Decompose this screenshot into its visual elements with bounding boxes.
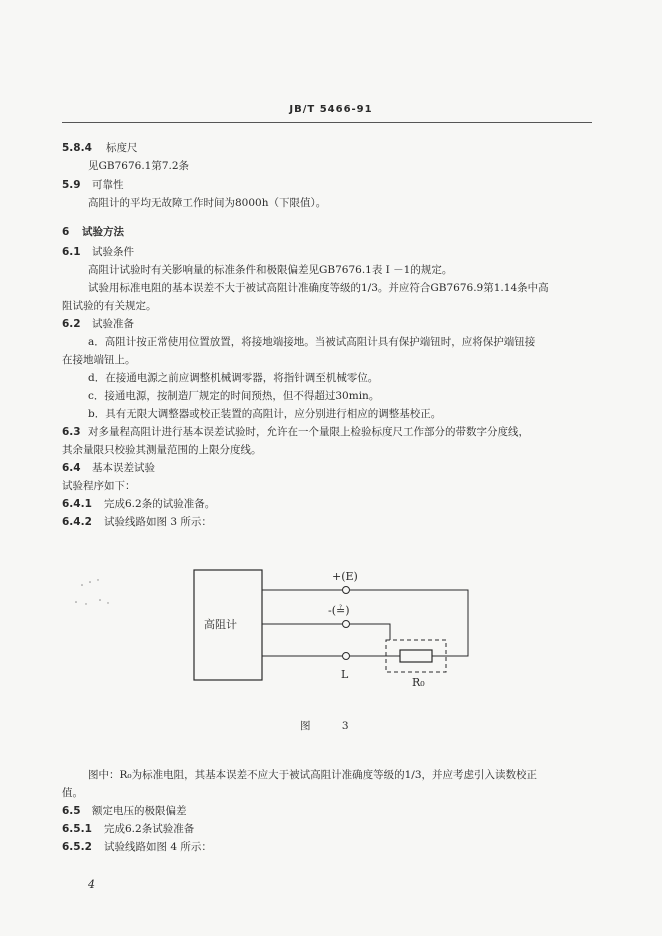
- line-15: 6.3 对多量程高阻计进行基本误差试验时，允许在一个量限上检验标度尺工作部分的带数字分度线，: [62, 426, 529, 438]
- terminal-l: [343, 653, 350, 660]
- line-24: 6.5.1 完成6.2条试验准备: [62, 823, 195, 835]
- header-rule: [62, 122, 592, 123]
- resistor-r0: [400, 650, 432, 662]
- line-2: 5.9 可靠性: [62, 179, 124, 191]
- wire-g-shield: [350, 624, 390, 640]
- figure-caption: 图 3: [300, 720, 363, 732]
- line-11: 在接地端钮上。: [62, 354, 136, 366]
- line-23: 6.5 额定电压的极限偏差: [62, 805, 187, 817]
- figure-3-circuit: [60, 560, 500, 710]
- line-3: 高阻计的平均无故障工作时间为8000h（下限值）。: [88, 197, 327, 209]
- line-19: 6.4.1 完成6.2条的试验准备。: [62, 498, 216, 510]
- line-1: 见GB7676.1第7.2条: [88, 160, 190, 172]
- ground-symbol: ≟: [336, 604, 346, 617]
- line-18: 试验程序如下：: [62, 480, 136, 492]
- line-0: 5.8.4 标度尺: [62, 142, 138, 154]
- line-5: 6.1 试验条件: [62, 246, 134, 258]
- line-22: 值。: [62, 787, 83, 799]
- line-7: 试验用标准电阻的基本误差不大于被试高阻计准确度等级的1/3。并应符合GB7676.9第1.14条中高: [88, 282, 549, 294]
- wire-e-loop: [350, 590, 468, 656]
- line-20: 6.4.2 试验线路如图 3 所示：: [62, 516, 212, 528]
- section-6-heading: 6 试验方法: [62, 226, 124, 238]
- terminal-e-label: +(E): [332, 570, 358, 583]
- line-21: 图中：R₀为标准电阻，其基本误差不应大于被试高阻计准确度等级的1/3，并应考虑引入读数校正: [88, 769, 538, 781]
- scan-noise: [75, 579, 109, 604]
- line-10: a．高阻计按正常使用位置放置，将接地端接地。当被试高阻计具有保护端钮时，应将保护端钮接: [88, 336, 536, 348]
- terminal-l-label: L: [341, 668, 349, 681]
- line-9: 6.2 试验准备: [62, 318, 134, 330]
- terminal-g-label: -(≟): [328, 604, 350, 617]
- page-number: 4: [88, 878, 95, 891]
- line-6: 高阻计试验时有关影响量的标准条件和极限偏差见GB7676.1表 I －1的规定。: [88, 264, 453, 276]
- terminal-g: [343, 621, 350, 628]
- line-16: 其余量限只校验其测量范围的上限分度线。: [62, 444, 262, 456]
- line-8: 阻试验的有关规定。: [62, 300, 157, 312]
- line-25: 6.5.2 试验线路如图 4 所示：: [62, 841, 212, 853]
- line-12: d．在接通电源之前应调整机械调零器，将指针调至机械零位。: [88, 372, 379, 384]
- line-14: b．具有无限大调整器或校正装置的高阻计，应分别进行相应的调整基校正。: [88, 408, 442, 420]
- r0-label: R₀: [412, 676, 425, 689]
- device-label: 高阻计: [204, 618, 237, 631]
- line-17: 6.4 基本误差试验: [62, 462, 155, 474]
- line-13: c．接通电源，按制造厂规定的时间预热，但不得超过30min。: [88, 390, 380, 402]
- doc-header: JB/T 5466-91: [289, 104, 373, 115]
- terminal-e: [343, 587, 350, 594]
